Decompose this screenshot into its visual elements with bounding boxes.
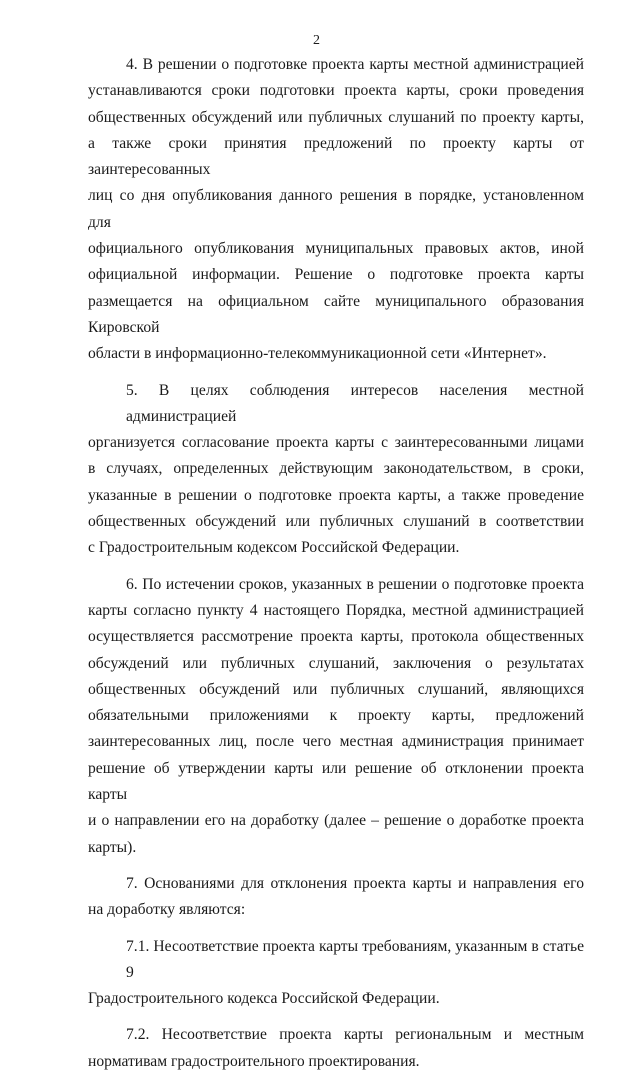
- page-number: 2: [313, 33, 320, 48]
- text-line: организуется согласование проекта карты с заинтересованными лицами: [88, 434, 584, 452]
- text-line: общественных обсуждений или публичных слушаний по проекту карты,: [88, 108, 584, 126]
- text-line: 7.2. Несоответствие проекта карты региональным и местным: [126, 1026, 584, 1044]
- text-line: устанавливаются сроки подготовки проекта карты, сроки проведения: [88, 82, 584, 100]
- text-line: общественных обсуждений или публичных слушаний в соответствии: [88, 513, 584, 531]
- text-line: официальной информации. Решение о подготовке проекта карты: [88, 266, 584, 284]
- text-line: решение об утверждении карты или решение об отклонении проекта карты: [88, 759, 584, 804]
- text-line: карты согласно пункту 4 настоящего Порядка, местной администрацией: [88, 601, 584, 619]
- text-line: 7.1. Несоответствие проекта карты требованиям, указанным в статье 9: [126, 937, 584, 981]
- text-line: карты).: [88, 838, 137, 856]
- text-line: 5. В целях соблюдения интересов населения местной администрацией: [126, 381, 584, 425]
- text-line: осуществляется рассмотрение проекта карты, протокола общественных: [88, 628, 584, 646]
- text-line: и о направлении его на доработку (далее – решение о доработке проекта: [88, 812, 584, 830]
- text-line: нормативам градостроительного проектирования.: [88, 1052, 420, 1070]
- text-line: области в информационно-телекоммуникационной сети «Интернет».: [88, 345, 547, 363]
- text-line: Градостроительного кодекса Российской Федерации.: [88, 990, 440, 1008]
- text-line: 4. В решении о подготовке проекта карты местной администрацией: [126, 56, 584, 73]
- paragraph-4: [88, 871, 584, 924]
- text-line: 7. Основаниями для отклонения проекта карты и направления его: [126, 874, 584, 892]
- text-line: обязательными приложениями к проекту карты, предложений: [88, 707, 584, 725]
- paragraph-6: [88, 1022, 584, 1075]
- text-line: размещается на официальном сайте муниципального образования Кировской: [88, 292, 584, 336]
- text-line: указанные в решении о подготовке проекта карты, а также проведение: [88, 486, 584, 504]
- document-body: [88, 52, 584, 1085]
- text-line: 6. По истечении сроков, указанных в решении о подготовке проекта: [126, 575, 584, 593]
- text-line: а также сроки принятия предложений по проекту карты от заинтересованных: [88, 134, 584, 179]
- paragraph-2: [88, 378, 584, 562]
- text-line: на доработку являются:: [88, 901, 246, 919]
- paragraph-1: [88, 52, 584, 368]
- text-line: заинтересованных лиц, после чего местная администрация принимает: [88, 733, 584, 751]
- text-line: с Градостроительным кодексом Российской Федерации.: [88, 539, 460, 557]
- paragraph-3: [88, 572, 584, 861]
- text-line: лиц со дня опубликования данного решения в порядке, установленном для: [88, 187, 584, 231]
- text-line: обсуждений или публичных слушаний, заключения о результатах: [88, 654, 584, 672]
- text-line: в случаях, определенных действующим законодательством, в сроки,: [88, 460, 584, 478]
- paragraph-5: [88, 934, 584, 1013]
- text-line: официального опубликования муниципальных правовых актов, иной: [88, 240, 584, 258]
- text-line: общественных обсуждений или публичных слушаний, являющихся: [88, 680, 584, 698]
